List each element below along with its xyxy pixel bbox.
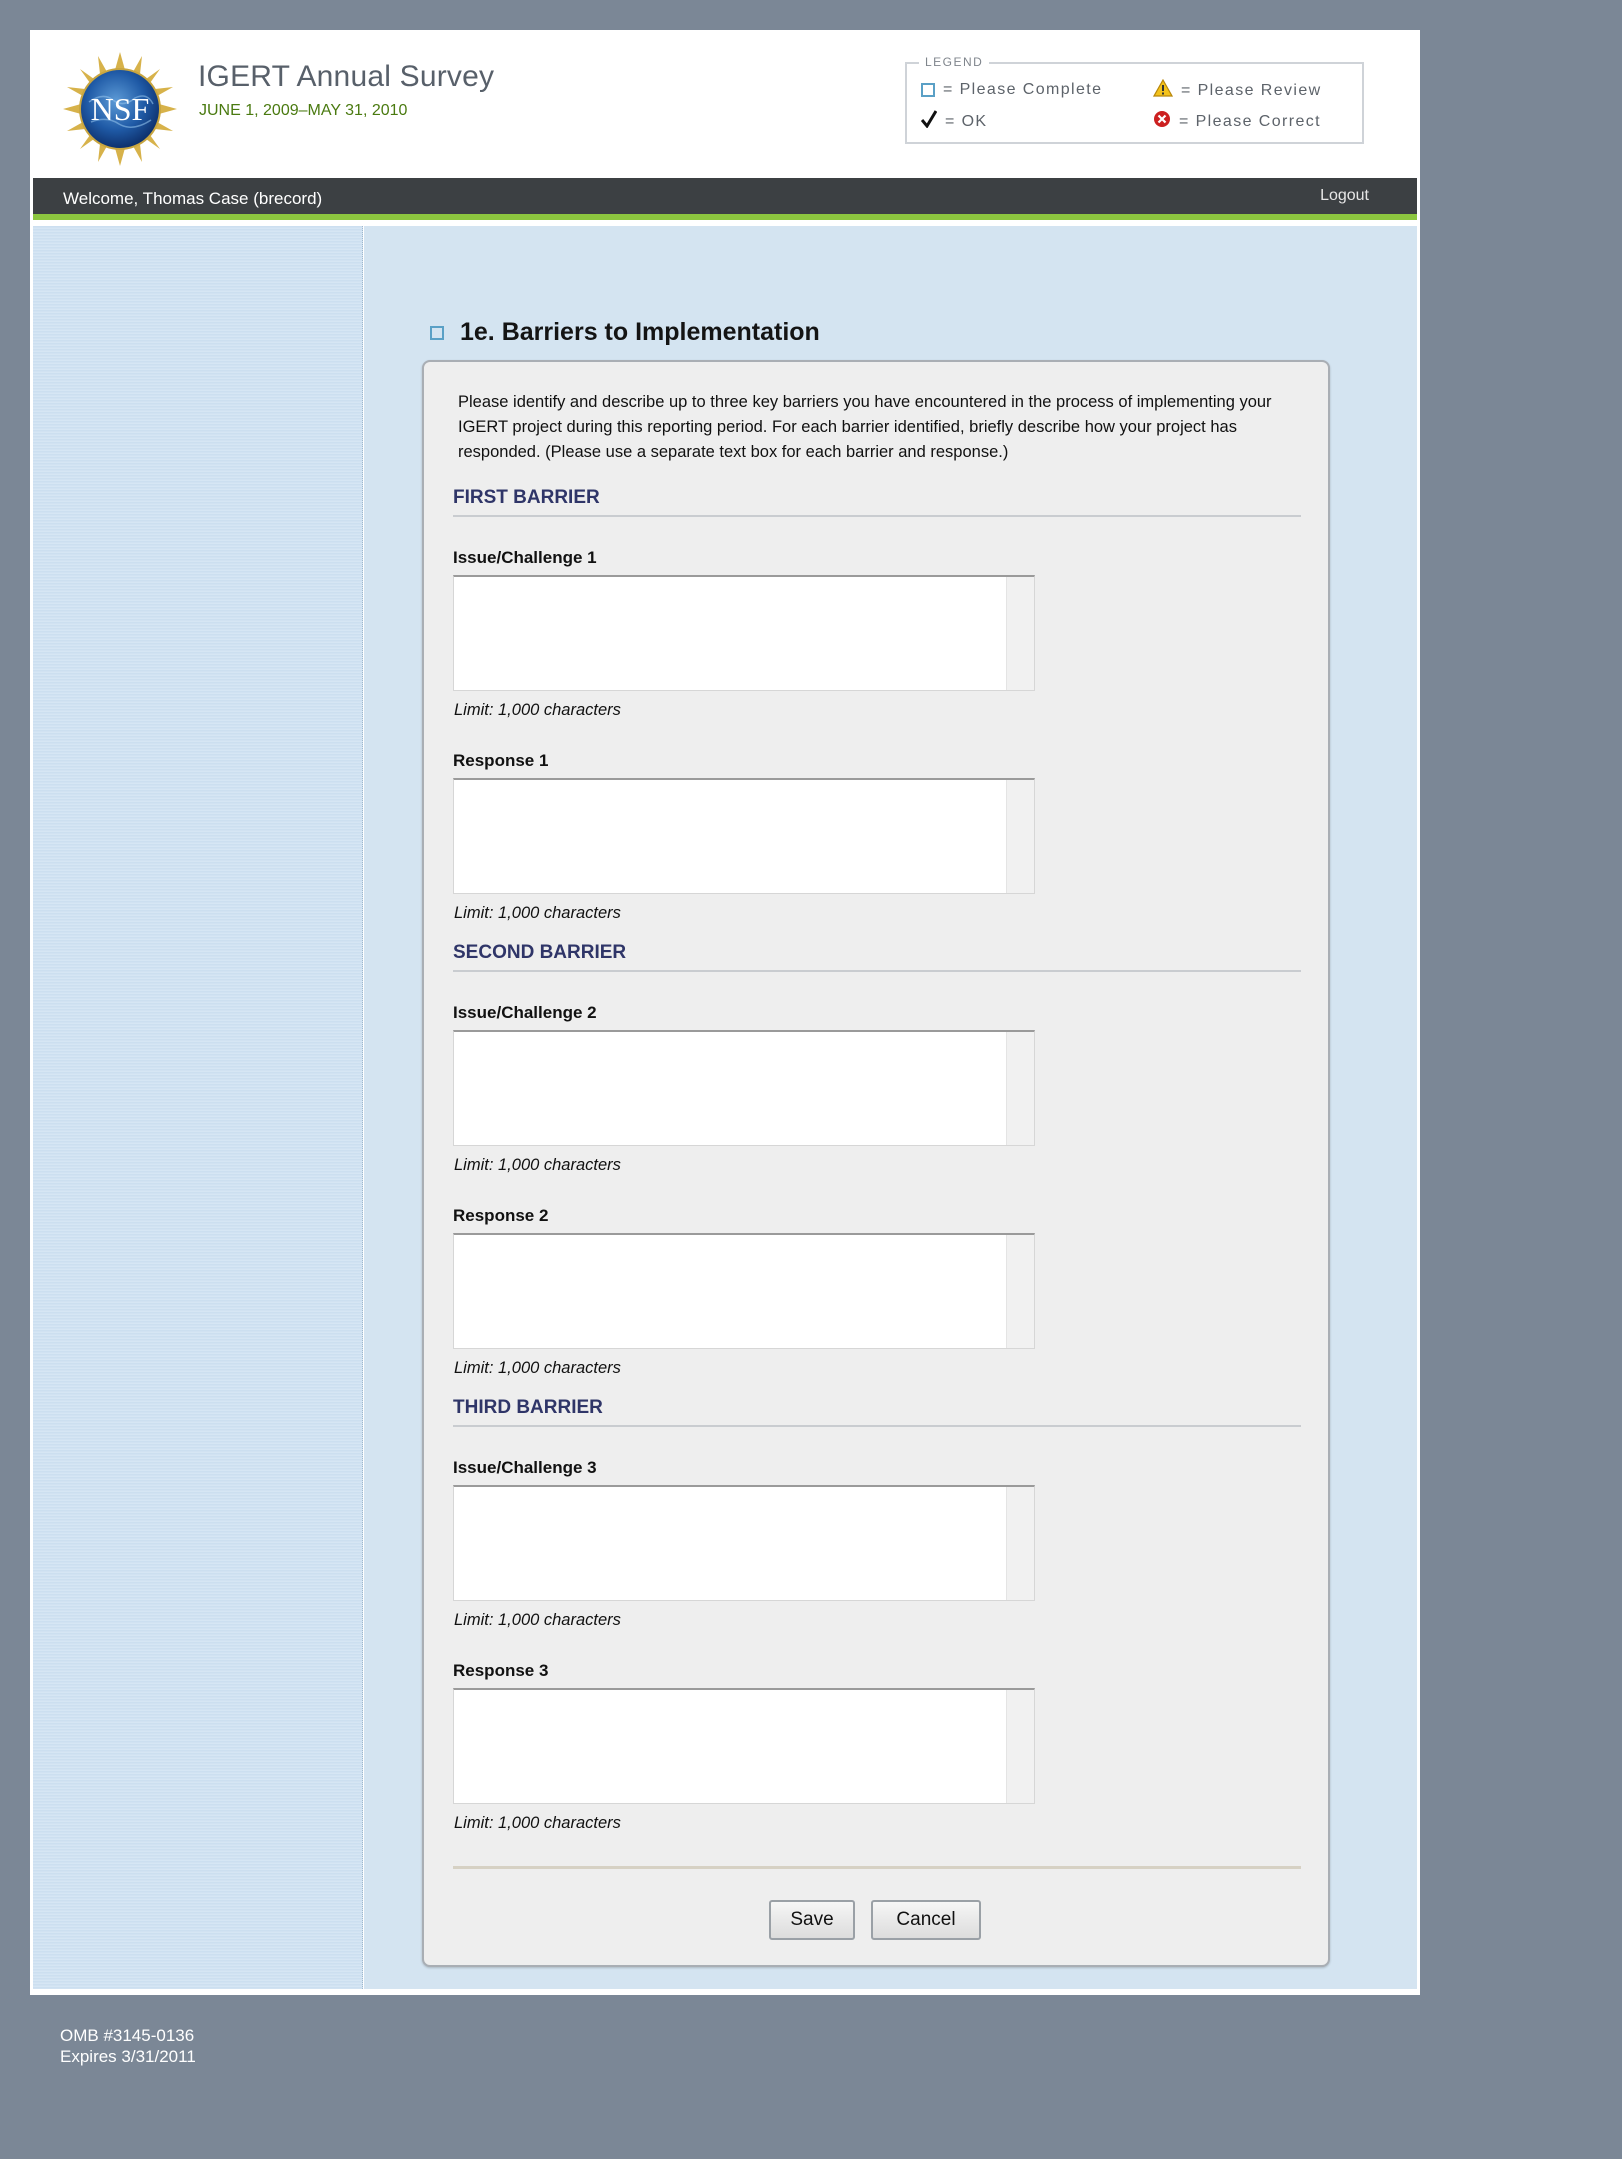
warning-triangle-icon <box>1153 79 1173 102</box>
app-subtitle: JUNE 1, 2009–MAY 31, 2010 <box>199 102 408 119</box>
character-limit-note: Limit: 1,000 characters <box>454 1611 621 1629</box>
survey-page <box>30 30 1420 1995</box>
character-limit-note: Limit: 1,000 characters <box>454 701 621 719</box>
main-content <box>364 226 1417 1989</box>
textarea-scrollbar[interactable] <box>1006 780 1034 893</box>
character-limit-note: Limit: 1,000 characters <box>454 1156 621 1174</box>
legend <box>905 55 1364 144</box>
nsf-logo <box>63 52 177 166</box>
barrier-heading-first: FIRST BARRIER <box>453 487 600 508</box>
response-label-2: Response 2 <box>453 1206 549 1225</box>
app-title: IGERT Annual Survey <box>198 60 495 93</box>
legend-title: LEGEND <box>919 55 989 69</box>
issue-challenge-1-textarea[interactable] <box>453 575 1035 691</box>
error-circle-icon <box>1153 110 1171 133</box>
character-limit-note: Limit: 1,000 characters <box>454 1359 621 1377</box>
barriers-form <box>422 360 1330 1967</box>
issue-challenge-3-textarea[interactable] <box>453 1485 1035 1601</box>
checkmark-icon <box>921 110 937 133</box>
section-title <box>430 318 820 347</box>
character-limit-note: Limit: 1,000 characters <box>454 1814 621 1832</box>
issue-label-1: Issue/Challenge 1 <box>453 548 597 567</box>
legend-label: = Please Review <box>1181 81 1322 99</box>
barrier-divider <box>453 1425 1301 1427</box>
save-button[interactable]: Save <box>769 1900 855 1940</box>
legend-label: = Please Correct <box>1179 112 1322 130</box>
svg-text:NSF: NSF <box>90 91 150 127</box>
header <box>30 30 1420 178</box>
left-sidebar <box>33 226 363 1989</box>
logout-link[interactable]: Logout <box>1320 187 1369 204</box>
section-title-text: 1e. Barriers to Implementation <box>460 318 820 346</box>
issue-label-3: Issue/Challenge 3 <box>453 1458 597 1477</box>
response-3-textarea[interactable] <box>453 1688 1035 1804</box>
form-footer-divider <box>453 1866 1301 1869</box>
barrier-divider <box>453 970 1301 972</box>
welcome-message: Welcome, Thomas Case (brecord) <box>63 189 323 208</box>
legend-item-please-correct <box>1153 110 1321 133</box>
response-2-textarea[interactable] <box>453 1233 1035 1349</box>
character-limit-note: Limit: 1,000 characters <box>454 904 621 922</box>
textarea-scrollbar[interactable] <box>1006 1032 1034 1145</box>
barrier-heading-second: SECOND BARRIER <box>453 942 627 963</box>
textarea-scrollbar[interactable] <box>1006 1487 1034 1600</box>
response-1-textarea[interactable] <box>453 778 1035 894</box>
legend-label: = Please Complete <box>943 81 1103 98</box>
square-outline-icon <box>921 83 935 97</box>
textarea-scrollbar[interactable] <box>1006 1690 1034 1803</box>
top-navbar <box>33 178 1417 220</box>
form-instructions: Please identify and describe up to three key barriers you have encountered in the process of implementing your IGERT project during this reporting period. For each barrier identified, briefly describe how your project has responded. (Please use a separate text box for each barrier and response.) <box>458 393 1272 461</box>
textarea-scrollbar[interactable] <box>1006 577 1034 690</box>
textarea-scrollbar[interactable] <box>1006 1235 1034 1348</box>
cancel-button[interactable]: Cancel <box>871 1900 981 1940</box>
omb-number: OMB #3145-0136 <box>60 2026 195 2045</box>
legend-label: = OK <box>945 112 988 130</box>
barrier-heading-third: THIRD BARRIER <box>453 1397 603 1418</box>
legend-item-please-review <box>1153 79 1322 102</box>
response-label-3: Response 3 <box>453 1661 549 1680</box>
barrier-divider <box>453 515 1301 517</box>
omb-expiration: Expires 3/31/2011 <box>60 2047 196 2066</box>
issue-label-2: Issue/Challenge 2 <box>453 1003 597 1022</box>
response-label-1: Response 1 <box>453 751 549 770</box>
omb-notice <box>60 2025 196 2067</box>
square-outline-icon <box>430 326 444 340</box>
legend-item-ok <box>921 110 988 133</box>
legend-item-please-complete <box>921 81 1102 99</box>
issue-challenge-2-textarea[interactable] <box>453 1030 1035 1146</box>
